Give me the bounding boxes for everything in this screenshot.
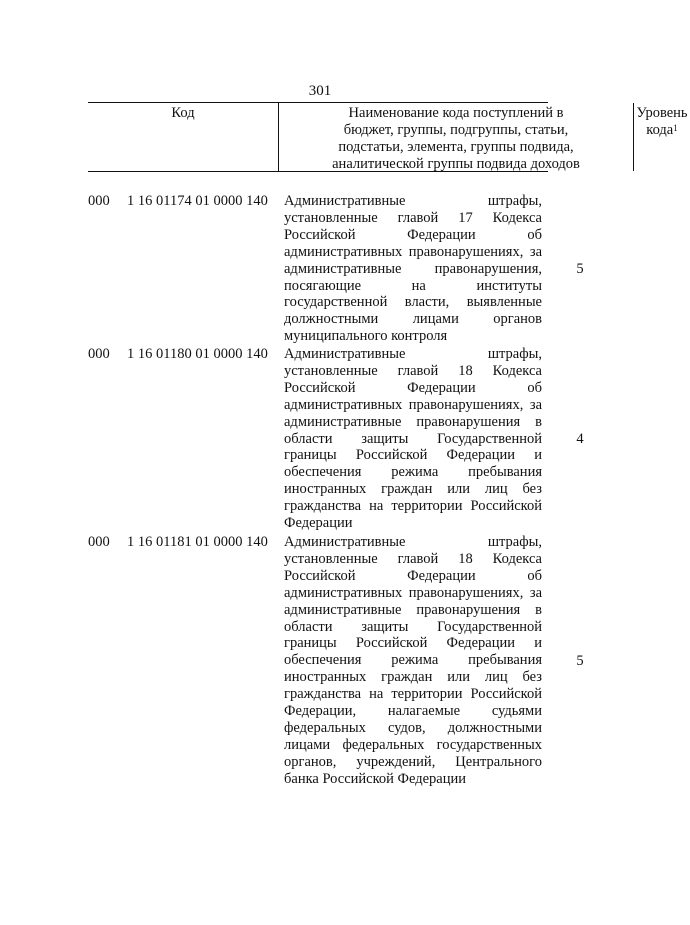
description-line: административных правонарушениях, за xyxy=(284,396,542,413)
description-line: административные правонарушения, xyxy=(284,260,542,277)
description-line: административные правонарушения в xyxy=(284,601,542,618)
header-level-text: кода xyxy=(646,122,674,138)
footnote-marker: 1 xyxy=(673,123,678,133)
description-line: Административные штрафы, xyxy=(284,346,542,362)
code-level: 5 xyxy=(576,653,584,669)
header-level-line: Уровень xyxy=(636,105,688,121)
admin-code: 000 xyxy=(88,534,110,550)
description-line: иностранных граждан или лиц без xyxy=(284,669,542,686)
code-level: 5 xyxy=(576,261,584,277)
header-code: Код xyxy=(171,105,195,121)
description-line: Федерации xyxy=(284,515,353,532)
description-line: административные правонарушения в xyxy=(284,413,542,430)
header-level xyxy=(634,103,690,171)
description-line: должностными лицами органов xyxy=(284,311,542,328)
admin-code: 000 xyxy=(88,346,110,362)
description-line: органов, учреждений, Центрального xyxy=(284,753,542,770)
description-line: установленные главой 18 Кодекса xyxy=(284,362,542,379)
description-line: федеральных судов, должностными xyxy=(284,719,542,736)
header-name-line: подстатьи, элемента, группы подвида, xyxy=(338,139,574,155)
description-line: иностранных граждан или лиц без xyxy=(284,481,542,498)
description-line: банка Российской Федерации xyxy=(284,770,467,787)
row-description xyxy=(284,534,542,788)
description-line: обеспечения режима пребывания xyxy=(284,464,542,481)
header-level-line2 xyxy=(634,122,690,139)
header-name-line: Наименование кода поступлений в xyxy=(348,105,564,121)
description-line: гражданства на территории Российской xyxy=(284,498,542,515)
description-line: Административные штрафы, xyxy=(284,193,542,209)
row-description xyxy=(284,193,542,345)
description-line: лицами федеральных государственных xyxy=(284,736,542,753)
description-line: Федерации, налагаемые судьями xyxy=(284,703,542,720)
description-line: муниципального контроля xyxy=(284,328,448,345)
revenue-code: 1 16 01181 01 0000 140 xyxy=(127,534,268,550)
description-line: границы Российской Федерации и xyxy=(284,447,542,464)
description-line: посягающие на институты xyxy=(284,277,542,294)
description-line: Российской Федерации об xyxy=(284,567,542,584)
description-line: Административные штрафы, xyxy=(284,534,542,550)
description-line: границы Российской Федерации и xyxy=(284,635,542,652)
description-line: установленные главой 18 Кодекса xyxy=(284,550,542,567)
header-name-line: аналитической группы подвида доходов xyxy=(332,156,580,172)
description-line: Российской Федерации об xyxy=(284,379,542,396)
description-line: обеспечения режима пребывания xyxy=(284,652,542,669)
revenue-code: 1 16 01180 01 0000 140 xyxy=(127,346,268,362)
header-name-line: бюджет, группы, подгруппы, статьи, xyxy=(343,122,569,138)
revenue-code: 1 16 01174 01 0000 140 xyxy=(127,193,268,209)
page-number: 301 xyxy=(308,83,332,99)
description-line: государственной власти, выявленные xyxy=(284,294,542,311)
description-line: области защиты Государственной xyxy=(284,618,542,635)
header-name xyxy=(278,103,634,171)
description-line: установленные главой 17 Кодекса xyxy=(284,209,542,226)
code-level: 4 xyxy=(576,431,584,447)
description-line: административных правонарушениях, за xyxy=(284,243,542,260)
description-line: Российской Федерации об xyxy=(284,226,542,243)
description-line: области защиты Государственной xyxy=(284,430,542,447)
admin-code: 000 xyxy=(88,193,110,209)
table-header xyxy=(88,102,688,172)
description-line: гражданства на территории Российской xyxy=(284,686,542,703)
row-description xyxy=(284,346,542,532)
description-line: административных правонарушениях, за xyxy=(284,584,542,601)
